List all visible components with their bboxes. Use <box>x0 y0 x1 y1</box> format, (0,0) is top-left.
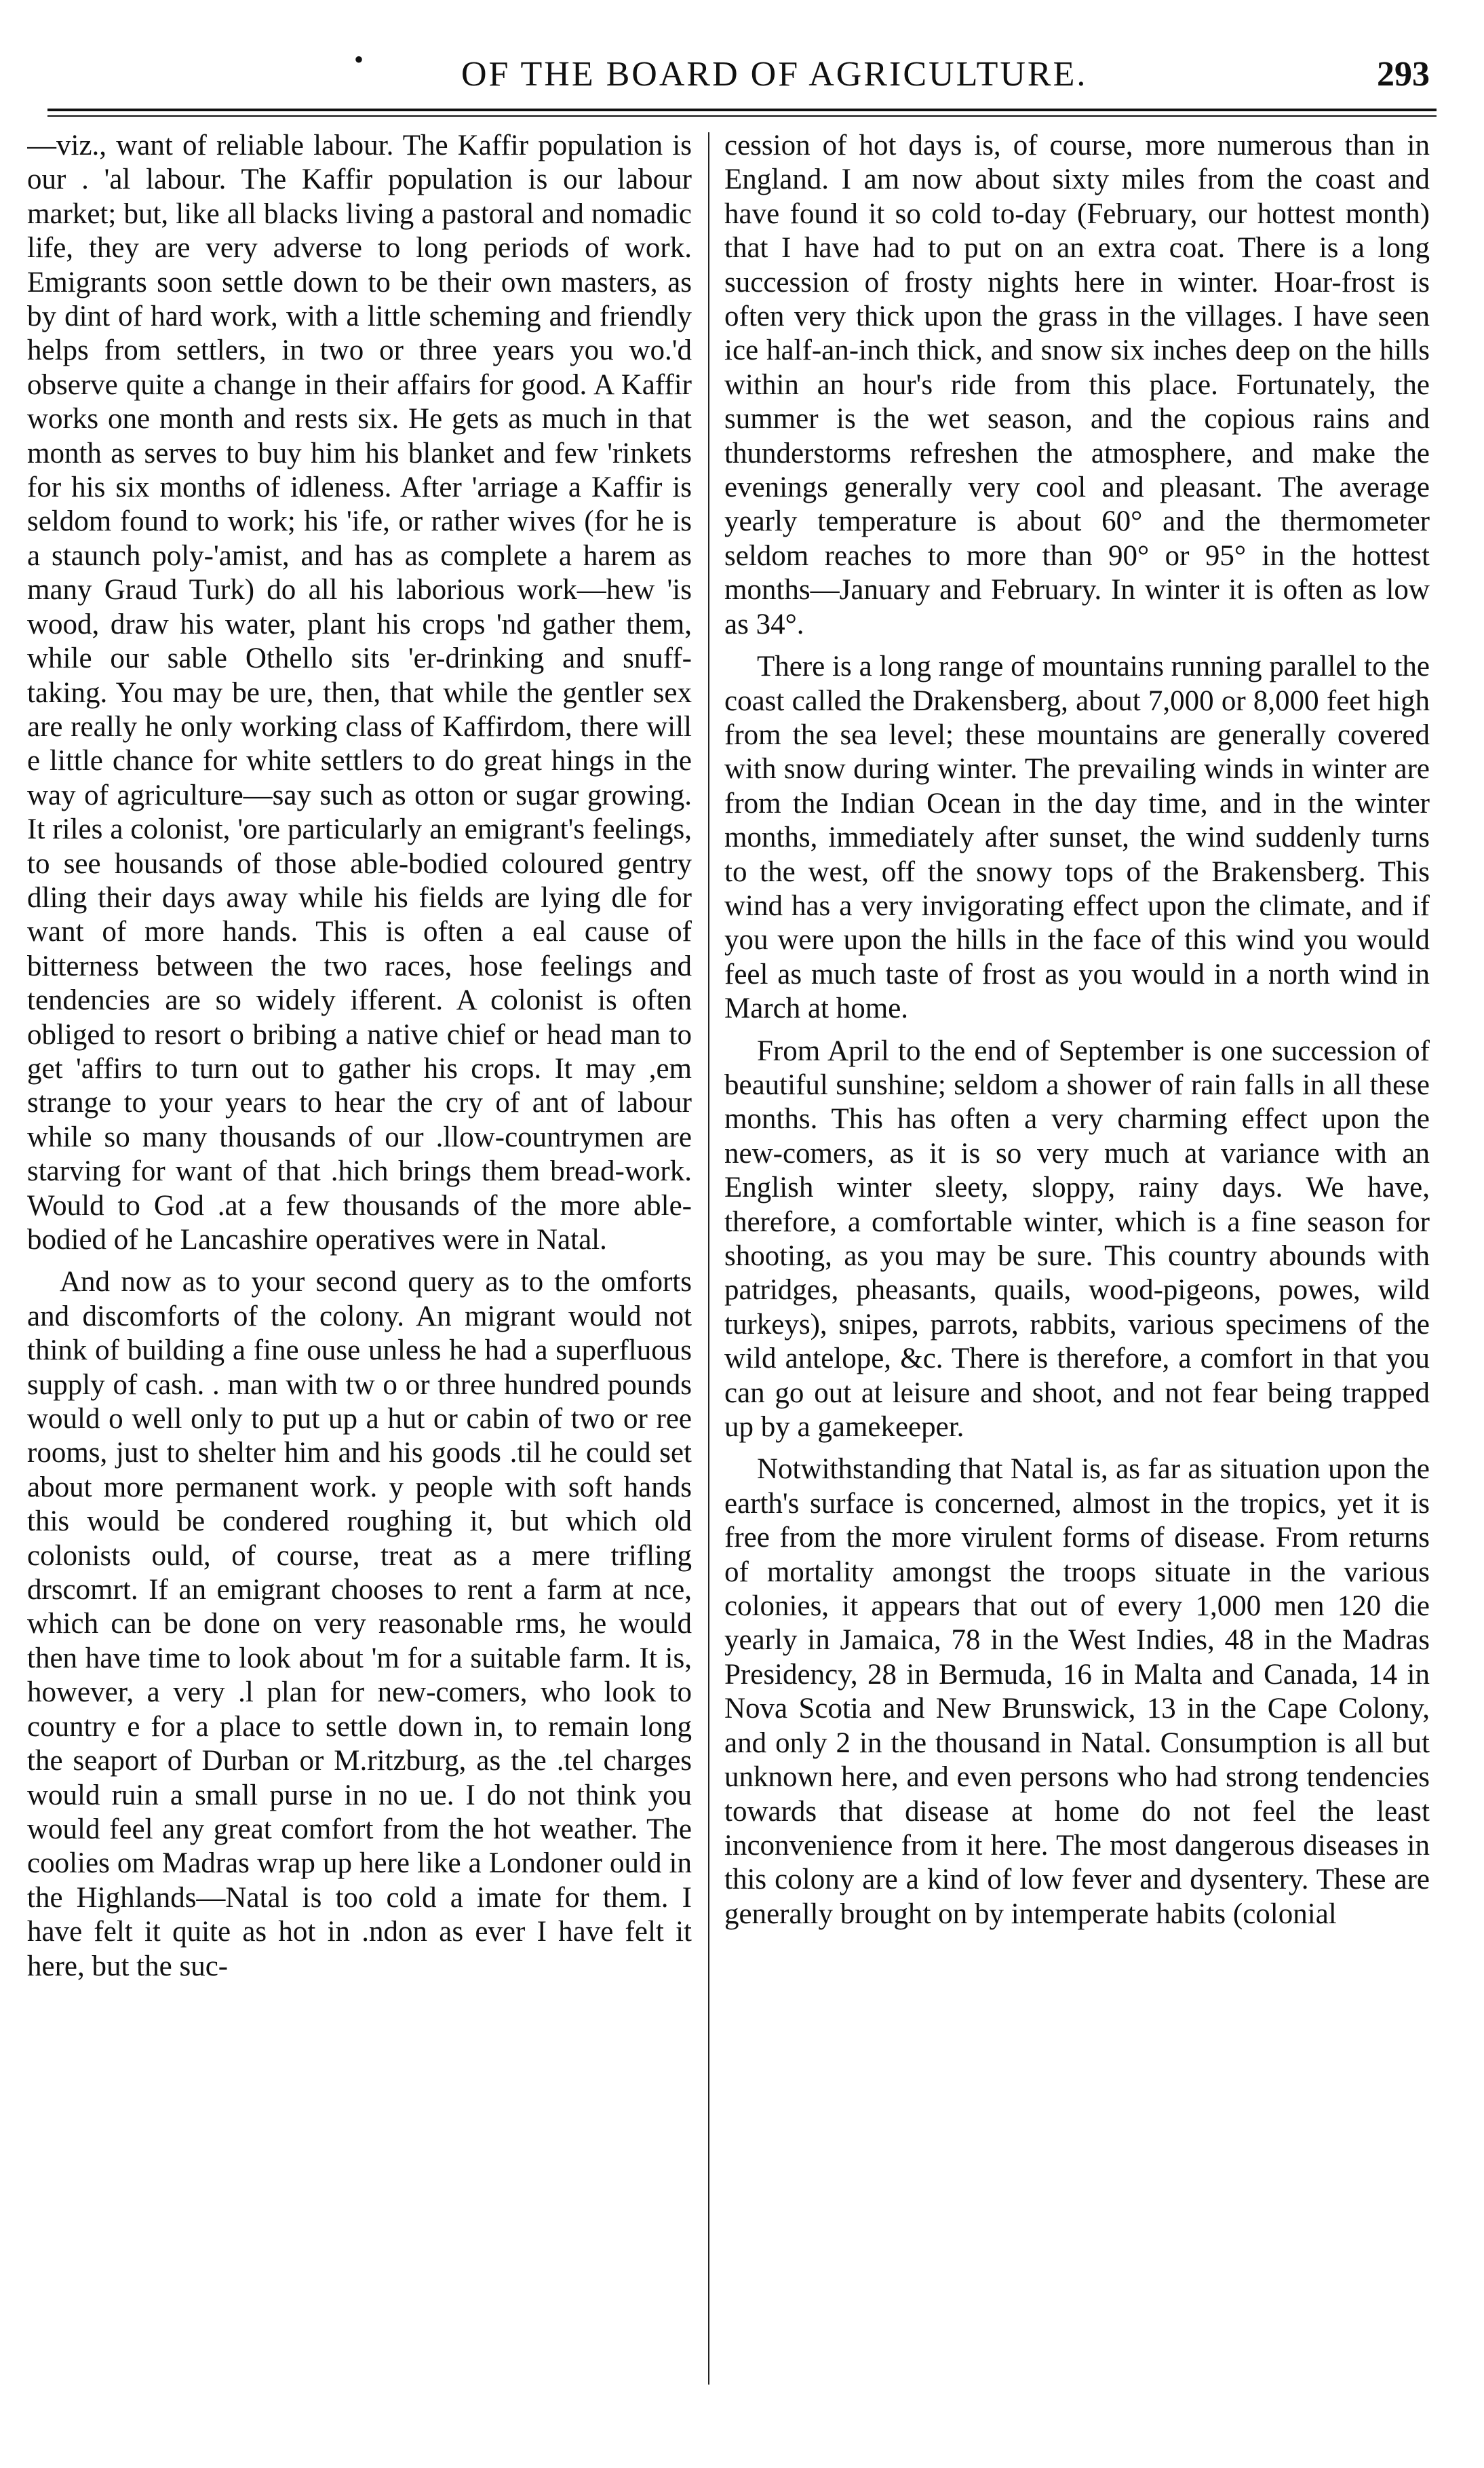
header-rule-thin <box>47 115 1437 117</box>
paragraph: And now as to your second query as to the omforts and discomforts of the colony. An migrant would not think of building a fine ouse unless he had a superfluous supply of cash. . man with tw o or three hundred pounds would o well only to put up a hut or cabin of two or ree rooms, just to shelter him and his goods .til he could set about more permanent work. y people with soft hands this would be condered roughing it, but which old colonists ould, of course, treat as a mere trifling drscomrt. If an emigrant chooses to rent a farm at nce, which can be done on very reasonable rms, he would then have time to look about 'm for a suitable farm. It is, however, a very .l plan for new-comers, who look to country e for a place to settle down in, to remain long the seaport of Durban or M.ritzburg, as the .tel charges would ruin a small purse in no ue. I do not think you would feel any great comfort from the hot weather. The coolies om Madras wrap up here like a Londoner ould in the Highlands—Natal is too cold a imate for them. I have felt it quite as hot in .ndon as ever I have felt it here, but the suc- <box>27 1266 692 1982</box>
paragraph: From April to the end of September is one succession of beautiful sunshine; seldom a shower of rain falls in all these months. This has often a very charming effect upon the new-comers, as it is so very much at variance with an English winter sleety, sloppy, rainy days. We have, therefore, a comfortable winter, which is a fine season for shooting, as you may be sure. This country abounds with patridges, pheasants, quails, wood-pigeons, powes, wild turkeys), snipes, parrots, rabbits, various specimens of the wild antelope, &c. There is therefore, a comfort in that you can go out at leisure and shoot, and not fear being trapped up by a gamekeeper. <box>724 1035 1430 1444</box>
right-column <box>724 129 1430 2388</box>
header-dot: • <box>354 44 364 75</box>
running-title: OF THE BOARD OF AGRICULTURE. <box>461 55 1088 94</box>
paragraph: cession of hot days is, of course, more numerous than in England. I am now about sixty miles from the coast and have found it so cold to-day (February, our hottest month) that I have had to put on an extra coat. There is a long succession of frosty nights here in winter. Hoar-frost is often very thick upon the grass in the villages. I have seen ice half-an-inch thick, and snow six inches deep on the hills within an hour's ride from this place. Fortunately, the summer is the wet season, and the copious rains and thunderstorms refreshen the atmosphere, and make the evenings generally very cool and pleasant. The average yearly temperature is about 60° and the thermometer seldom reaches to more than 90° or 95° in the hottest months—January and February. In winter it is often as low as 34°. <box>724 130 1430 640</box>
column-divider <box>708 132 709 2385</box>
header-rule-thick <box>47 109 1437 111</box>
paragraph: Notwithstanding that Natal is, as far as situation upon the earth's surface is concerned, almost in the tropics, yet it is free from the more virulent forms of disease. From returns of mortality amongst the troops situate in the various colonies, it appears that out of every 1,000 men 120 die yearly in Jamaica, 78 in the West Indies, 48 in the Madras Presidency, 28 in Bermuda, 16 in Malta and Canada, 14 in Nova Scotia and New Brunswick, 13 in the Cape Colony, and only 2 in the thousand in Natal. Consumption is all but unknown here, and even persons who had strong tendencies towards that disease at home do not feel the least inconvenience from it here. The most dangerous diseases in this colony are a kind of low fever and dysentery. These are generally brought on by intemperate habits (colonial <box>724 1453 1430 1930</box>
paragraph: There is a long range of mountains running parallel to the coast called the Drakensberg, about 7,000 or 8,000 feet high from the sea level; these mountains are generally covered with snow during winter. The prevailing winds in winter are from the Indian Ocean in the day time, and in the winter months, immediately after sunset, the wind suddenly turns to the west, off the snowy tops of the Brakensberg. This wind has a very invigorating effect upon the climate, and if you were upon the hills in the face of this wind you would feel as much taste of frost as you would in a north wind in March at home. <box>724 651 1430 1025</box>
page-number: 293 <box>1377 55 1430 94</box>
left-column <box>27 129 692 2388</box>
page-header <box>41 41 1443 102</box>
paragraph: —viz., want of reliable labour. The Kaffir population is our . 'al labour. The Kaffir population is our labour market; but, like all blacks living a pastoral and nomadic life, they are very adverse to long periods of work. Emigrants soon settle down to be their own masters, as by dint of hard work, with a little scheming and friendly helps from settlers, in two or three years you wo.'d observe quite a change in their affairs for good. A Kaffir works one month and rests six. He gets as much in that month as serves to buy him his blanket and few 'rinkets for his six months of idleness. After 'arriage a Kaffir is seldom found to work; his 'ife, or rather wives (for he is a staunch poly-'amist, and has as complete a harem as many Graud Turk) do all his laborious work—hew 'is wood, draw his water, plant his crops 'nd gather them, while our sable Othello sits 'er-drinking and snuff-taking. You may be ure, then, that while the gentler sex are really he only working class of Kaffirdom, there will e little chance for white settlers to do great hings in the way of agriculture—say such as otton or sugar growing. It riles a colonist, 'ore particularly an emigrant's feelings, to see housands of those able-bodied coloured gentry dling their days away while his fields are lying dle for want of more hands. This is often a eal cause of bitterness between the two races, hose feelings and tendencies are so widely ifferent. A colonist is often obliged to resort o bribing a native chief or head man to get 'affirs to turn out to gather his crops. It may ,em strange to your years to hear the cry of ant of labour while so many thousands of our .llow-countrymen are starving for want of that .hich brings them bread-work. Would to God .at a few thousands of the more able-bodied of he Lancashire operatives were in Natal. <box>27 130 692 1256</box>
